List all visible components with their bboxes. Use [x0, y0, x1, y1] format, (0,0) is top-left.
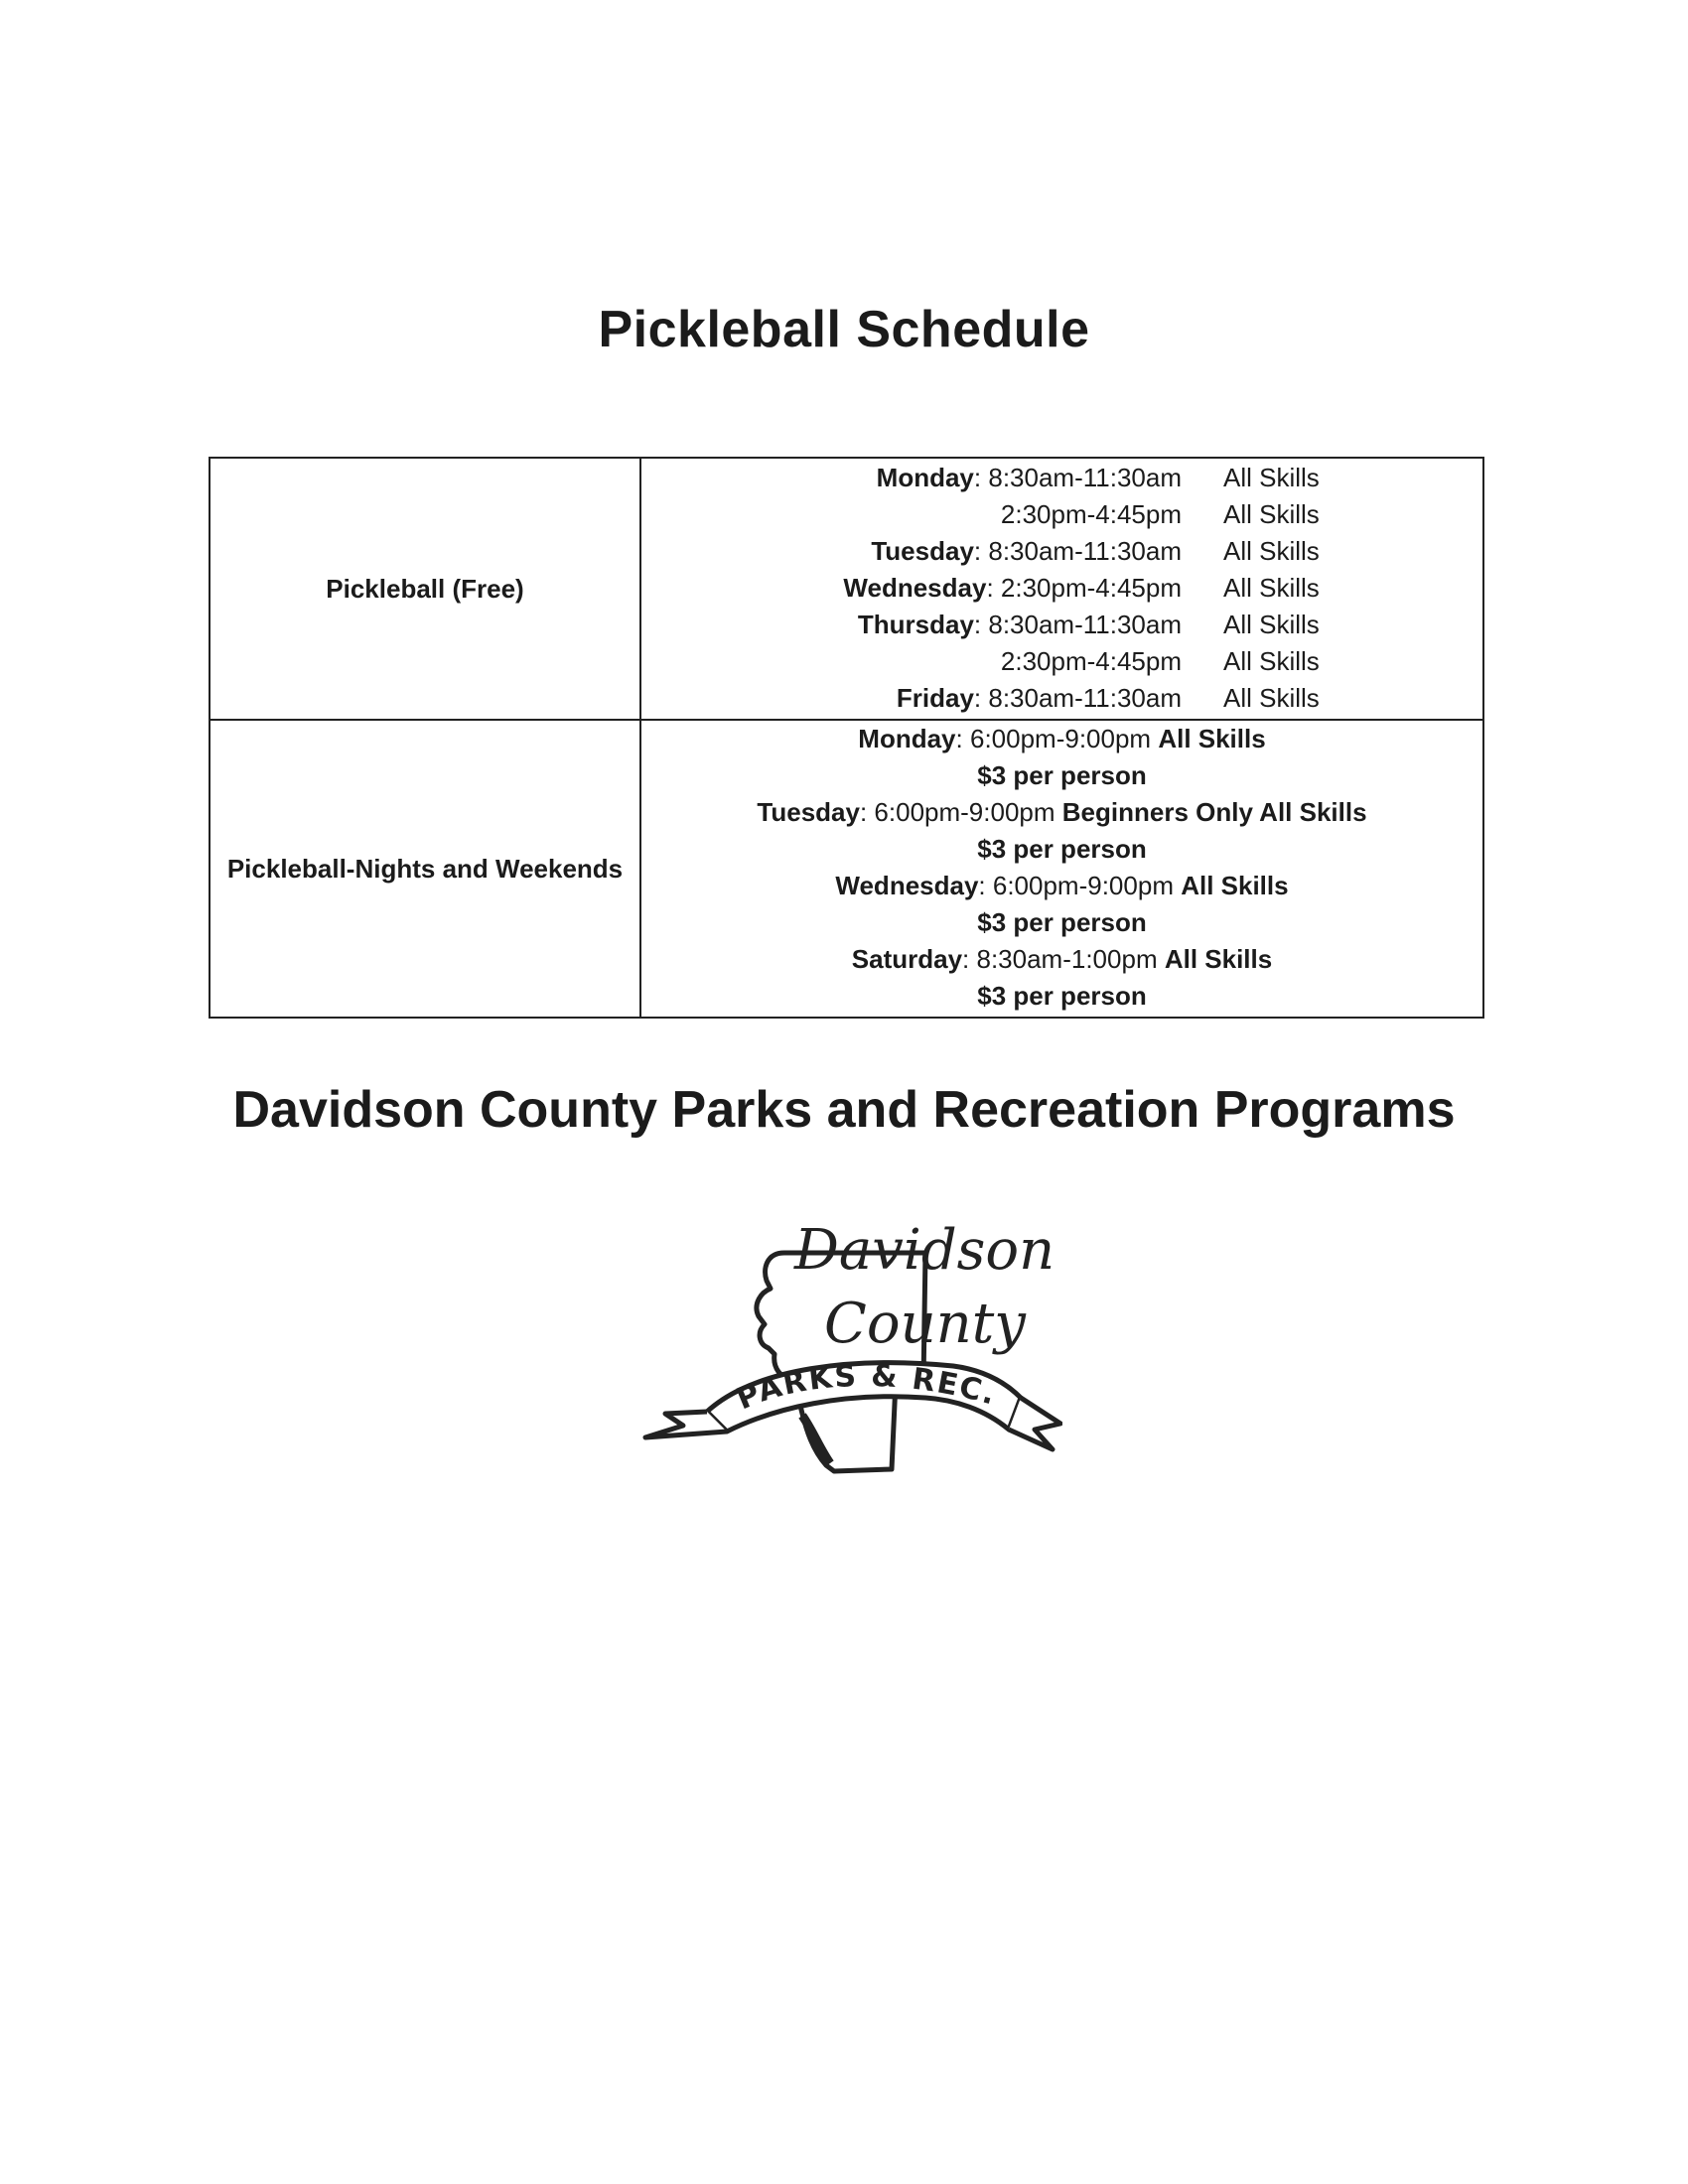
svg-text:PARKS & REC.: PARKS & REC. — [731, 1358, 1001, 1418]
table-row-nights — [210, 720, 1483, 1018]
price-line: $3 per person — [977, 760, 1147, 790]
program-label-nights: Pickleball-Nights and Weekends — [210, 720, 640, 1018]
schedule-table — [209, 457, 1484, 1019]
list-item: Tuesday: 6:00pm-9:00pm Beginners Only All Skills — [757, 797, 1367, 827]
list-item: Wednesday: 6:00pm-9:00pm All Skills — [835, 871, 1289, 900]
programs-heading: Davidson County Parks and Recreation Programs — [232, 1081, 1456, 1139]
program-label-free: Pickleball (Free) — [210, 458, 640, 720]
list-item: Friday: 8:30am-11:30am All Skills — [896, 683, 1320, 713]
free-schedule-list — [641, 459, 1482, 719]
price-line: $3 per person — [977, 834, 1147, 864]
list-item: 2:30pm-4:45pm All Skills — [1000, 499, 1320, 529]
logo-icon — [635, 1169, 1062, 1497]
list-item: Saturday: 8:30am-1:00pm All Skills — [851, 944, 1273, 974]
svg-text:County: County — [824, 1292, 1026, 1356]
free-schedule-cell — [640, 458, 1483, 720]
nights-schedule-cell — [640, 720, 1483, 1018]
price-line: $3 per person — [977, 907, 1147, 937]
list-item: Tuesday: 8:30am-11:30am All Skills — [871, 536, 1320, 566]
davidson-county-parks-rec-logo — [635, 1169, 1062, 1497]
list-item: 2:30pm-4:45pm All Skills — [1000, 646, 1320, 676]
list-item: Wednesday: 2:30pm-4:45pm All Skills — [843, 573, 1320, 603]
price-line: $3 per person — [977, 981, 1147, 1011]
list-item: Thursday: 8:30am-11:30am All Skills — [857, 610, 1320, 639]
table-row-free — [210, 458, 1483, 720]
page-title: Pickleball Schedule — [598, 301, 1090, 358]
list-item: Monday: 6:00pm-9:00pm All Skills — [858, 724, 1266, 753]
list-item: Monday: 8:30am-11:30am All Skills — [876, 463, 1320, 492]
svg-text:Davidson: Davidson — [794, 1218, 1055, 1283]
nights-schedule-list — [641, 721, 1482, 1017]
